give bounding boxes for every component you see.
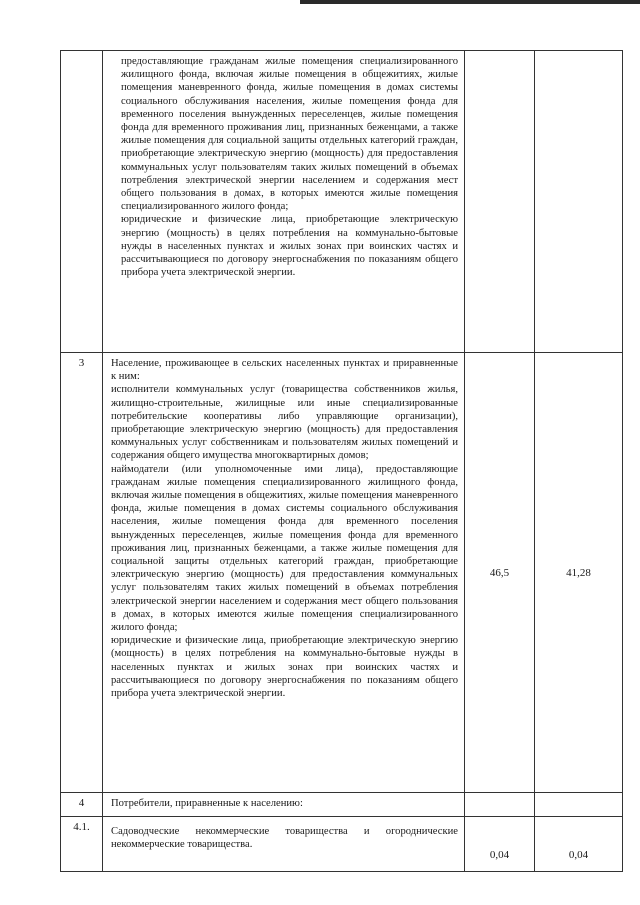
description-paragraph: Население, проживающее в сельских населенных пунктах и приравненные к ним:	[111, 358, 458, 383]
description-paragraph: Садоводческие некоммерческие товарищества и огороднические некоммерческие товарищества.	[111, 826, 458, 851]
value-cell-2: 0,04	[535, 817, 623, 872]
row-description	[103, 817, 465, 872]
description-paragraph: наймодатели (или уполномоченные ими лица), предоставляющие гражданам жилые помещения специализированного жилищного фонда, включая жилые помещения в общежитиях, жилые помещения маневренного фонда, жилые помещения в домах системы социального обслуживания населения, жилые помещения фонда для временного поселения вынужденных переселенцев, жилые помещения фонда для временного проживания лиц, признанных беженцами, а также жилые помещения для социальной защиты отдельных категорий граждан, приобретающие электрическую энергию (мощность) для предоставления коммунальных услуг пользователям таких жилых помещений в объемах потребления электрической энергии населением и содержания мест общего пользования в домах, в которых имеются жилые помещения специализированного жилого фонда;	[111, 463, 458, 634]
row-description	[103, 793, 465, 817]
table-row	[61, 51, 623, 353]
value-cell-2	[535, 793, 623, 817]
description-paragraph: юридические и физические лица, приобретающие электрическую энергию (мощность) в целях потребления на коммунально-бытовые нужды в населенных пунктах и жилых зонах при воинских частях и рассчитывающиеся по договору энергоснабжения по показаниям общего прибора учета электрической энергии.	[121, 214, 458, 279]
description-paragraph: предоставляющие гражданам жилые помещения специализированного жилищного фонда, включая жилые помещения в общежитиях, жилые помещения маневренного фонда, жилые помещения в домах системы социального обслуживания населения, жилые помещения фонда для временного поселения вынужденных переселенцев, жилые помещения фонда для временного проживания лиц, признанных беженцами, а также жилые помещения для социальной защиты отдельных категорий граждан, приобретающие электрическую энергию (мощность) для предоставления коммунальных услуг пользователям таких жилых помещений в объемах потребления электрической энергии населением и содержания мест общего пользования в домах, в которых имеются жилые помещения специализированного жилого фонда;	[121, 56, 458, 213]
row-number: 4.1.	[61, 817, 103, 872]
value-cell-1	[465, 793, 535, 817]
value-cell-1	[465, 51, 535, 353]
row-number: 4	[61, 793, 103, 817]
table-row	[61, 817, 623, 872]
value-cell-1: 46,5	[465, 353, 535, 793]
table-row	[61, 353, 623, 793]
row-description	[103, 353, 465, 793]
value-cell-2: 41,28	[535, 353, 623, 793]
row-number	[61, 51, 103, 353]
description-paragraph: исполнители коммунальных услуг (товарищества собственников жилья, жилищно-строительные, жилищные или иные специализированные потребительские кооперативы либо управляющие организации), приобретающие электрическую энергию (мощность) для предоставления коммунальных услуг собственникам и пользователям жилых помещений и содержания общего имущества многоквартирных домов;	[111, 384, 458, 462]
tariff-table	[60, 50, 623, 872]
description-paragraph: Потребители, приравненные к населению:	[111, 798, 303, 809]
row-number: 3	[61, 353, 103, 793]
description-paragraph: юридические и физические лица, приобретающие электрическую энергию (мощность) в целях потребления на коммунально-бытовые нужды в населенных пунктах и жилых зонах при воинских частях и рассчитывающиеся по договору энергоснабжения по показаниям общего прибора учета электрической энергии.	[111, 635, 458, 700]
row-description	[103, 51, 465, 353]
top-border-line	[300, 0, 640, 4]
table-row	[61, 793, 623, 817]
value-cell-1: 0,04	[465, 817, 535, 872]
value-cell-2	[535, 51, 623, 353]
